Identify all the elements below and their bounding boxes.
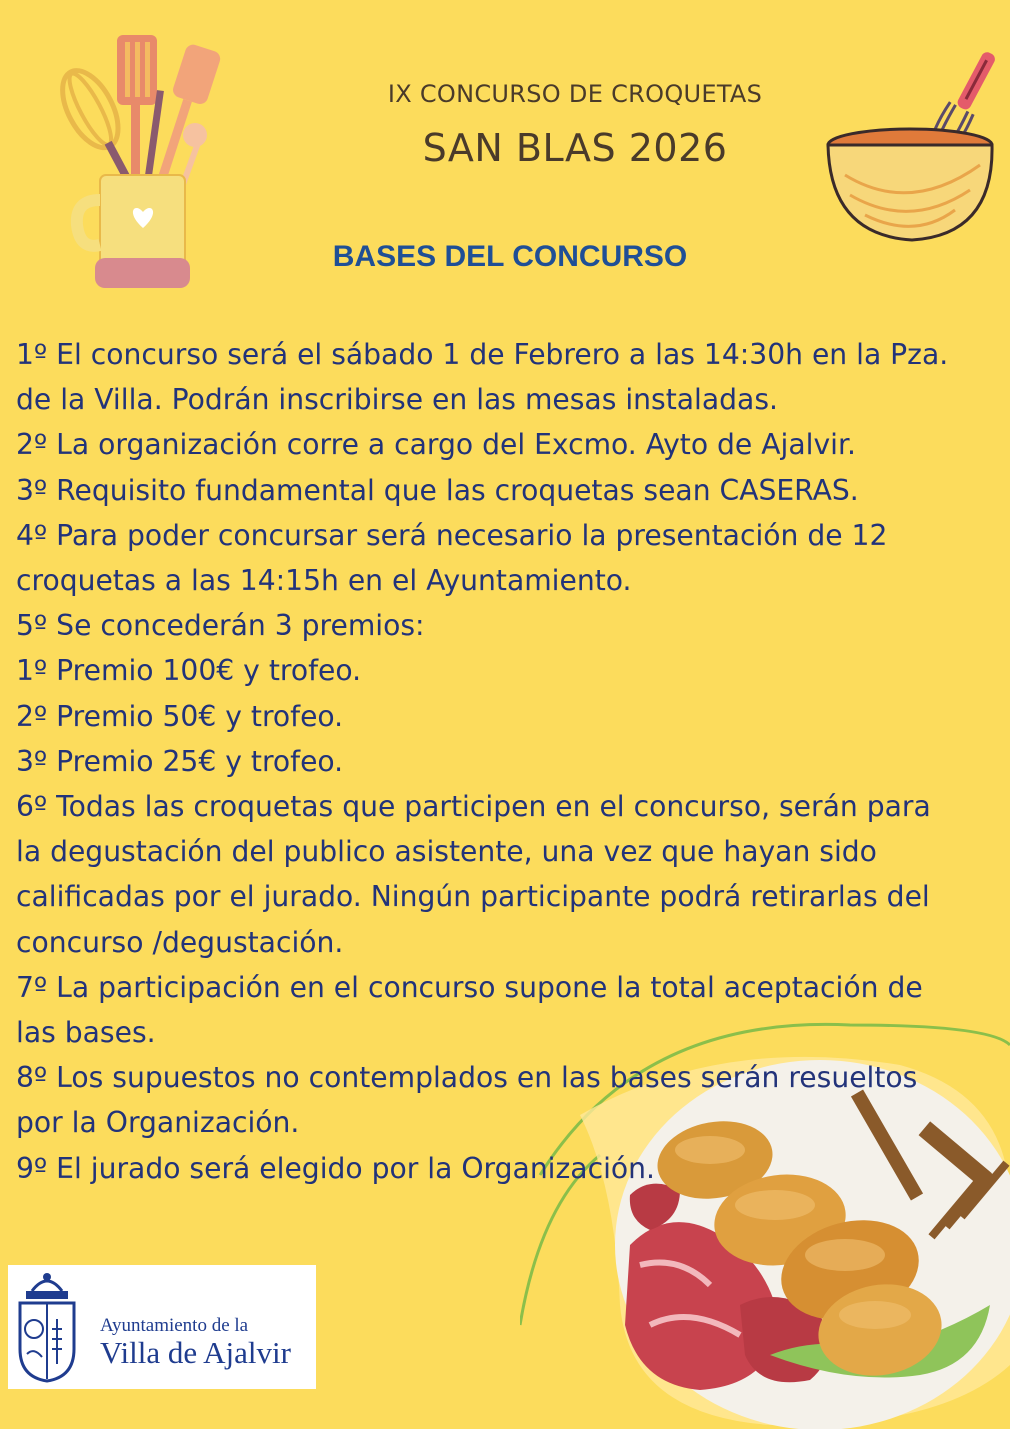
- rule-line: 4º Para poder concursar será necesario la presentación de 12: [16, 518, 888, 552]
- section-title: BASES DEL CONCURSO: [332, 240, 688, 273]
- rule-line: de la Villa. Podrán inscribirse en las mesas instaladas.: [16, 383, 778, 417]
- rule-line: 7º La participación en el concurso supone la total aceptación de: [16, 970, 923, 1004]
- rule-line: 5º Se concederán 3 premios:: [16, 609, 425, 643]
- contest-title: SAN BLAS 2026: [422, 126, 728, 170]
- rule-line: 1º El concurso será el sábado 1 de Febrero a las 14:30h en la Pza.: [16, 338, 949, 371]
- rule-line: la degustación del publico asistente, una vez que hayan sido: [16, 835, 877, 869]
- rule-line: 8º Los supuestos no contemplados en las bases serán resueltos: [16, 1061, 918, 1095]
- rules-list: [16, 332, 1001, 1191]
- logo-text-line2: Villa de Ajalvir: [100, 1335, 291, 1370]
- rule-line: 3º Premio 25€ y trofeo.: [16, 744, 344, 778]
- rule-line: 2º Premio 50€ y trofeo.: [16, 699, 344, 733]
- rule-line: 9º El jurado será elegido por la Organización.: [16, 1151, 655, 1185]
- rule-line: 6º Todas las croquetas que participen en el concurso, serán para: [16, 790, 931, 824]
- rule-line: calificadas por el jurado. Ningún participante podrá retirarlas del: [16, 880, 930, 914]
- rule-line: 3º Requisito fundamental que las croquetas sean CASERAS.: [16, 473, 859, 507]
- contest-subtitle: IX CONCURSO DE CROQUETAS: [387, 80, 763, 108]
- coat-of-arms-icon: [12, 1269, 82, 1385]
- rule-line: 2º La organización corre a cargo del Excmo. Ayto de Ajalvir.: [16, 428, 856, 462]
- rule-line: concurso /degustación.: [16, 925, 344, 959]
- municipality-logo: [8, 1265, 316, 1389]
- rule-line: 1º Premio 100€ y trofeo.: [16, 654, 362, 688]
- rule-line: croquetas a las 14:15h en el Ayuntamiento.: [16, 564, 632, 598]
- rule-line: por la Organización.: [16, 1106, 300, 1140]
- logo-text-line1: Ayuntamiento de la: [100, 1315, 249, 1336]
- rule-line: las bases.: [16, 1016, 156, 1050]
